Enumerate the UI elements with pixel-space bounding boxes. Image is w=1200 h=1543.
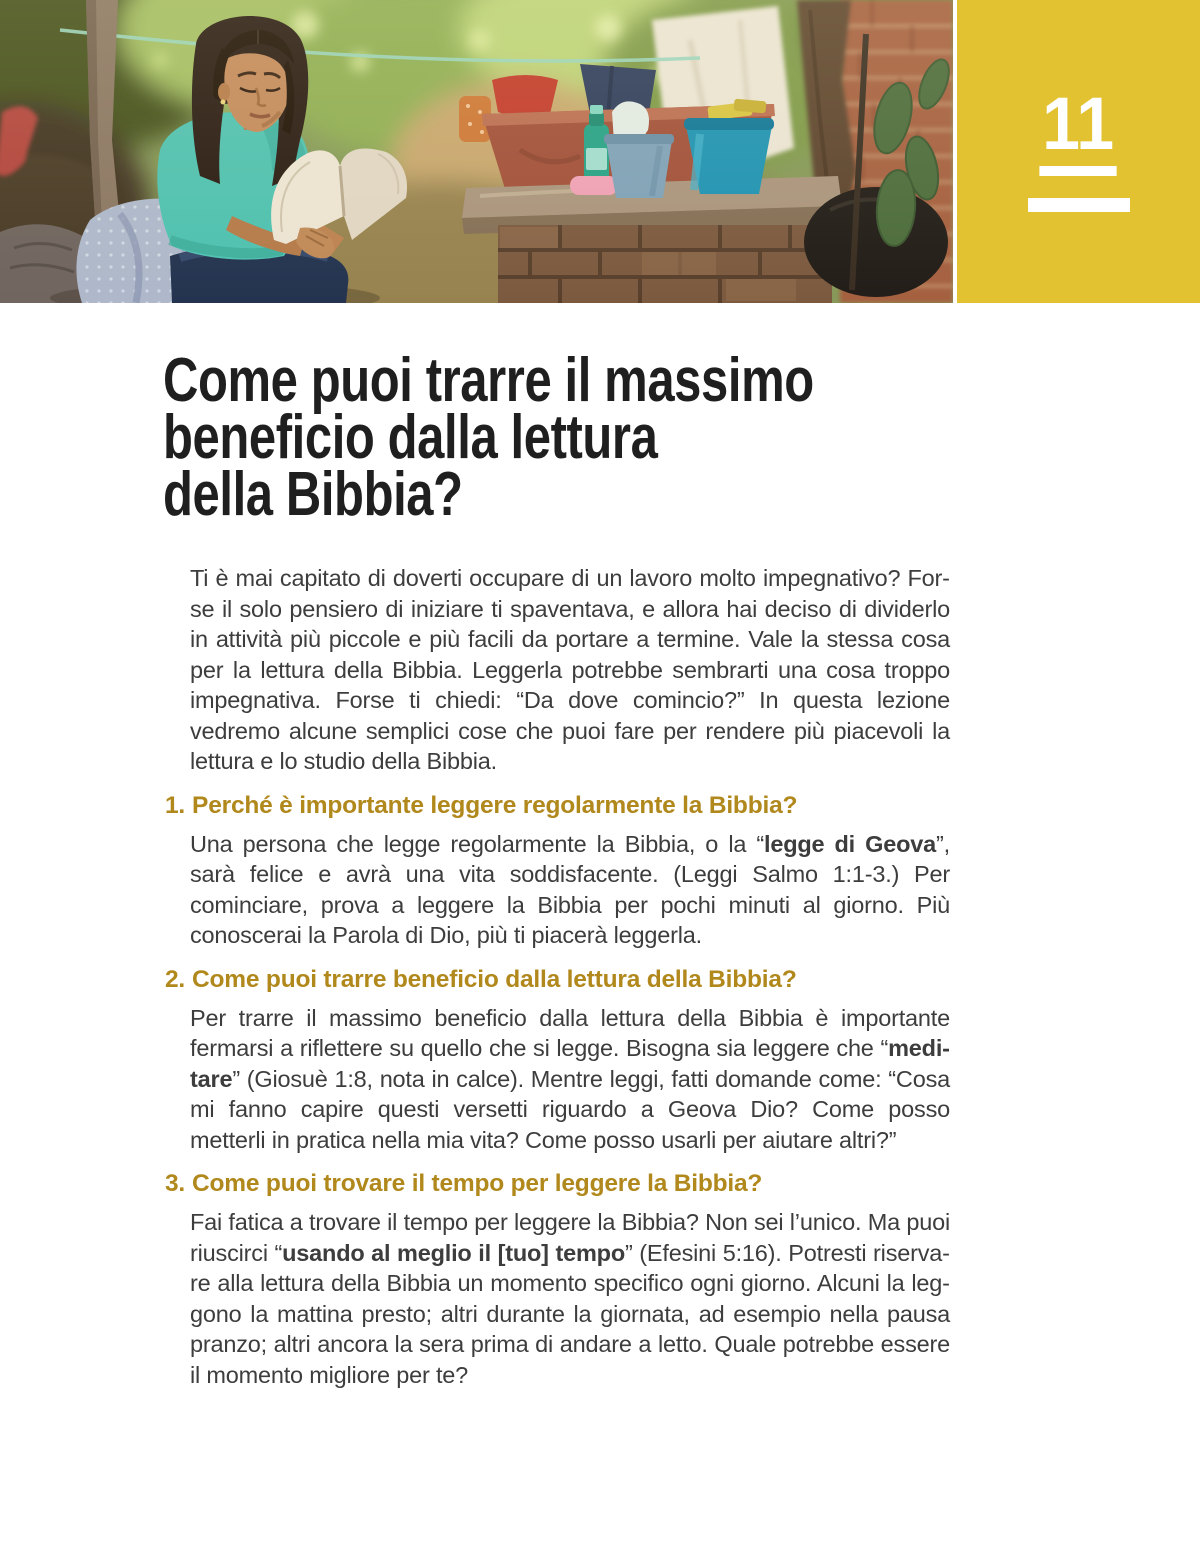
- question-1-number: 1.: [165, 791, 186, 819]
- section-2-paragraph: Per trarre il massimo beneficio dalla lettura della Bibbia è importante fermarsi a riflettere su quello che si legge. Bisogna sia leggere che “meditare” (Giosuè 1:8, nota in calce). Mentre leggi, fatti domande come: “Cosa mi fanno capire questi versetti riguardo a Geova Dio? Come posso metterli in pratica nella mia vita? Come posso usarli per aiutare altri?”: [190, 1004, 950, 1153]
- outdoor-reading-photo: [0, 0, 953, 303]
- lesson-number-bar: [1028, 198, 1130, 212]
- question-3-text: Come puoi trovare il tempo per leggere la Bibbia?: [192, 1170, 763, 1197]
- section-1-paragraph: Una persona che legge regolarmente la Bibbia, o la “legge di Geova”, sarà felice e avrà una vita soddisfacente. (Leggi Salmo 1:1-3.) Per cominciare, prova a leggere la Bibbia per pochi minuti al giorno. Più conoscerai la Parola di Dio, più ti piacerà leggerla.: [190, 830, 950, 948]
- section-3-paragraph: Fai fatica a trovare il tempo per leggere la Bibbia? Non sei l’unico. Ma puoi riuscirci “usando al meglio il [tuo] tempo” (Efesini 5:16). Potresti riservare alla lettura della Bibbia un momento specifico ogni giorno. Alcuni la leggono la mattina presto; altri durante la giornata, ad esempio nella pausa pranzo; altri ancora la sera prima di andare a letto. Quale potrebbe essere il momento migliore per te?: [190, 1209, 950, 1388]
- intro-paragraph: Ti è mai capitato di doverti occupare di un lavoro molto impegnativo? Forse il solo pensiero di iniziare ti spaventava, e allora hai deciso di dividerlo in attività più piccole e più facili da portare a termine. Vale la stessa cosa per la lettura della Bibbia. Leggerla potrebbe sembrarti una cosa troppo impegnativa. Forse ti chiedi: “Da dove comincio?” In questa lezione vedremo alcune semplici cose che puoi fare per rendere più piacevoli la lettura e lo studio della Bibbia.: [190, 565, 950, 774]
- lesson-number: 11: [1040, 84, 1117, 176]
- lesson-content: [163, 346, 950, 1390]
- page-title: [163, 346, 950, 529]
- section-3: [163, 1169, 950, 1390]
- question-1-text: Perché è importante leggere regolarmente la Bibbia?: [192, 791, 798, 819]
- page-title-line: Come puoi trarre il massimo: [163, 346, 814, 415]
- question-3-number: 3.: [165, 1170, 186, 1197]
- question-2-heading: [165, 965, 950, 995]
- question-2-text: Come puoi trarre beneficio dalla lettura della Bibbia?: [192, 965, 797, 993]
- question-3-heading: [165, 1169, 950, 1199]
- section-2: [163, 965, 950, 1156]
- lesson-number-badge: [957, 0, 1200, 303]
- question-2-number: 2.: [165, 965, 186, 993]
- question-1-heading: [165, 791, 950, 821]
- section-1: [163, 791, 950, 951]
- page-title-line: beneficio dalla lettura: [163, 403, 658, 472]
- lesson-photo: [0, 0, 953, 303]
- page-title-line: della Bibbia?: [163, 460, 463, 529]
